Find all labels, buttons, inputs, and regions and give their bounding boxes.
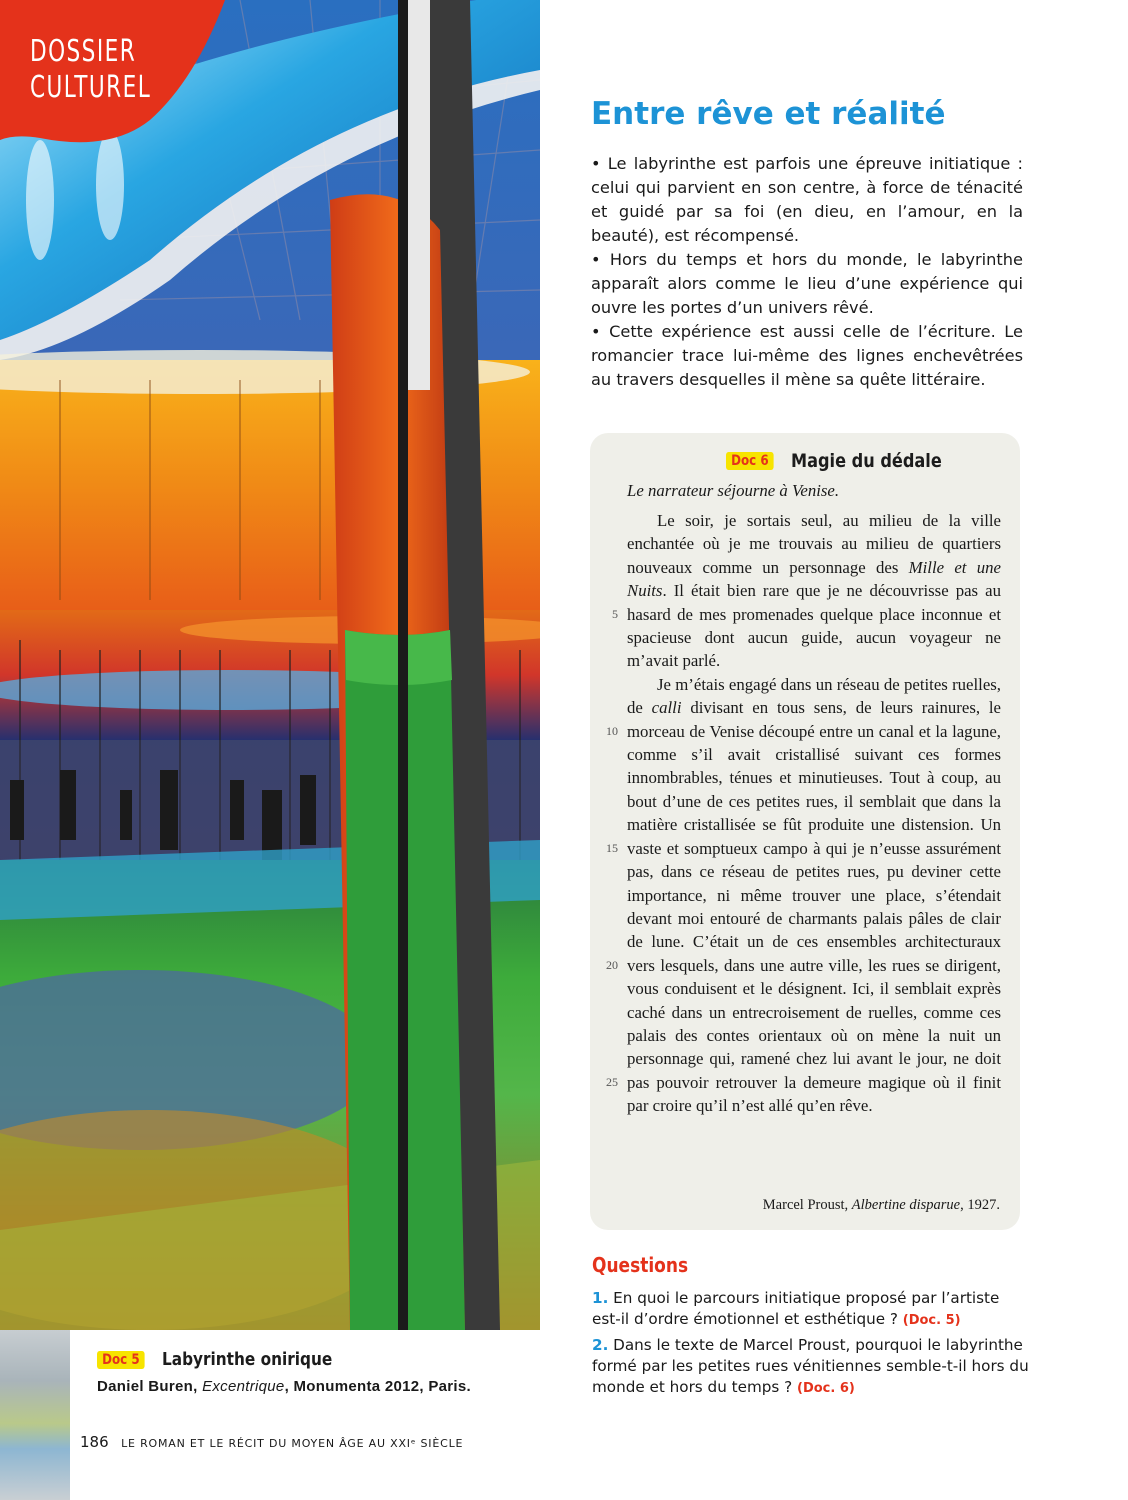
line-number-10: 10 <box>606 724 618 738</box>
dossier-label-line2: CULTUREL <box>30 70 152 105</box>
line-number-5: 5 <box>612 607 618 621</box>
page-number: 186 <box>80 1433 109 1451</box>
doc6-source <box>763 1197 1000 1214</box>
question-2-ref: (Doc. 6) <box>797 1381 855 1396</box>
doc5-title: Labyrinthe onirique <box>162 1349 333 1370</box>
doc6-p1-b: . Il était bien rare que je ne découvrisse pas au hasard de mes promenades quelque place inconnue et spacieuse dont aucun guide, aucun voyageur ne m’avait parlé. <box>627 581 1001 671</box>
doc5-credit-work: Excentrique <box>202 1378 285 1395</box>
question-2-text: Dans le texte de Marcel Proust, pourquoi le labyrinthe formé par les petites rues vénitiennes semble-t-il hors du monde et hors du temps ? <box>592 1336 1029 1396</box>
doc6-p2-b: divisant en tous sens, de leurs rainures, le morceau de Venise découpé entre un canal et la lagune, comme s’il avait cristallisé suivant ces formes innombrables, ténues et minutieuses. Tout à coup, au bout d’une de ces petites rues, il semblait que dans la matière cristallisée se fût produite une distension. Un vaste et somptueux campo à qui je n’eusse assurément pas, dans ce réseau de petites rues, pu deviner cette importance, ni même trouver une place, s’étendait devant moi entouré de charmants palais pâles de clair de lune. C’était un de ces ensembles architecturaux vers lesquels, dans une autre ville, les rues se dirigent, vous conduisent et le désignent. Ici, il semblait exprès caché dans un entrecroisement de ruelles, comme ces palais des contes orientaux où on mène la nuit un personnage qui, ramené chez lui avant le jour, ne doit pas pouvoir retrouver la demeure magique où il finit par croire qu’il n’est allé qu’en rêve. <box>627 698 1001 1116</box>
doc6-intro: Le narrateur séjourne à Venise. <box>627 481 840 500</box>
questions-list <box>592 1288 1032 1403</box>
doc6-p2-a: Je m’étais engagé dans un réseau de petites ruelles, de <box>627 674 1001 718</box>
doc6-p1-a: Le soir, je sortais seul, au milieu de la ville enchantée où je me trouvais au milieu de quartiers nouveaux comme un personnage des <box>627 511 1001 577</box>
doc6-p2-italic: calli <box>651 698 682 718</box>
artwork-photo <box>0 0 540 1330</box>
doc6-header <box>726 450 969 472</box>
doc6-source-author: Marcel Proust, <box>762 1197 852 1213</box>
line-number-25: 25 <box>606 1075 618 1089</box>
doc6-badge: Doc 6 <box>726 452 774 470</box>
section-heading: Entre rêve et réalité <box>591 96 946 132</box>
doc5-credit <box>97 1378 527 1395</box>
dossier-culturel-label <box>30 34 151 106</box>
line-number-20: 20 <box>606 958 618 972</box>
doc6-source-year: , 1927. <box>960 1197 1000 1213</box>
doc6-title: Magie du dédale <box>791 450 943 472</box>
page-footer <box>80 1433 463 1451</box>
dossier-label-line1: DOSSIER <box>30 34 137 69</box>
question-1 <box>592 1288 1032 1331</box>
doc6-source-title: Albertine disparue <box>851 1197 961 1213</box>
doc5-caption <box>97 1349 527 1395</box>
line-number-15: 15 <box>606 841 618 855</box>
doc5-credit-artist: Daniel Buren, <box>97 1378 203 1395</box>
question-1-number: 1. <box>592 1289 609 1307</box>
question-1-text: En quoi le parcours initiatique proposé par l’artiste est-il d’ordre émotionnel et esthétique ? <box>592 1289 1000 1328</box>
question-2 <box>592 1335 1032 1399</box>
doc5-badge: Doc 5 <box>97 1351 145 1369</box>
doc6-paragraph-2 <box>627 673 1001 1118</box>
intro-bullet-3: • Cette expérience est aussi celle de l’écriture. Le romancier trace lui-même des lignes enchevêtrées au travers desquelles il mène sa quête littéraire. <box>591 322 1023 389</box>
question-2-number: 2. <box>592 1336 609 1354</box>
questions-heading: Questions <box>592 1253 689 1277</box>
intro-text <box>591 152 1023 392</box>
intro-bullet-1: • Le labyrinthe est parfois une épreuve initiatique : celui qui parvient en son centre, à force de ténacité et guidé par sa foi (en dieu, en l’amour, en la beauté), est récompensé. <box>591 154 1023 245</box>
doc6-box <box>590 433 1020 1230</box>
doc5-credit-rest: , Monumenta 2012, Paris. <box>284 1378 472 1395</box>
doc6-paragraph-1 <box>627 509 1001 673</box>
running-title: LE ROMAN ET LE RÉCIT DU MOYEN ÂGE AU XXIᵉ SIÈCLE <box>121 1437 464 1450</box>
intro-bullet-2: • Hors du temps et hors du monde, le labyrinthe apparaît alors comme le lieu d’une expérience qui ouvre les portes d’un univers rêvé. <box>591 250 1023 317</box>
question-1-ref: (Doc. 5) <box>902 1313 961 1328</box>
doc6-p1-italic: Mille et une Nuits <box>627 557 1001 601</box>
doc6-text <box>627 509 1001 1118</box>
decorative-photo-strip <box>0 1330 70 1500</box>
